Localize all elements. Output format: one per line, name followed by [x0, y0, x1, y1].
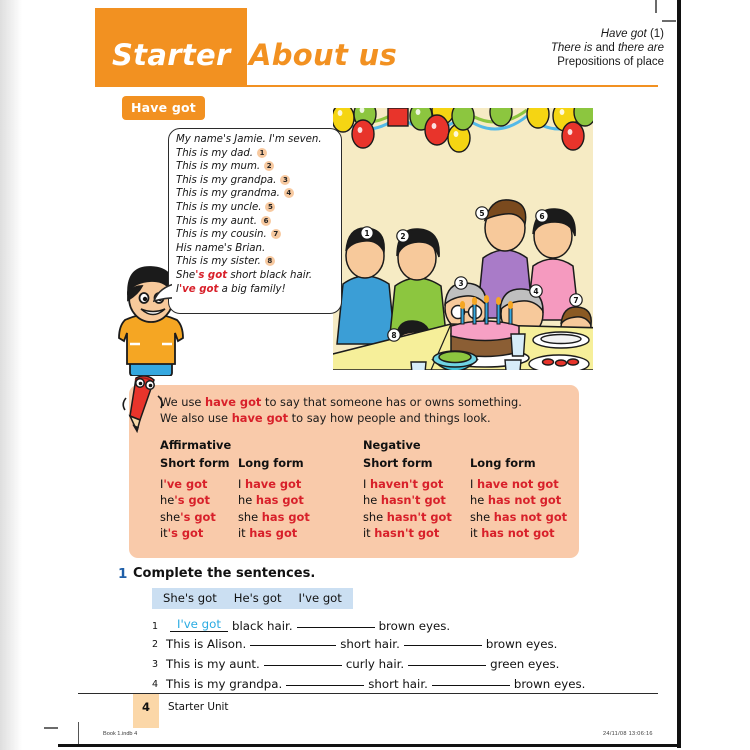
item-text: brown eyes.: [485, 637, 558, 651]
answer-blank[interactable]: [286, 685, 364, 686]
item-number: 1: [152, 621, 159, 632]
answer-blank[interactable]: [408, 665, 486, 666]
form-row: I have not got: [470, 477, 559, 491]
footer-rule: [78, 693, 658, 694]
bubble-line: This is my cousin. 7: [176, 228, 340, 242]
section-tab-have-got: Have got: [122, 96, 205, 120]
lesson-aim-3: Prepositions of place: [557, 56, 664, 69]
form-row: it's got: [160, 526, 204, 541]
item-number: 2: [152, 639, 159, 650]
word-bank: [152, 588, 353, 609]
negative-long-forms: [470, 476, 567, 542]
callout-number: 8: [265, 256, 275, 266]
form-row: I haven't got: [363, 477, 444, 491]
affirmative-heading: Affirmative: [160, 438, 232, 452]
callout-number: 6: [261, 216, 271, 226]
grammar-intro-line-1: We use have got to say that someone has or owns something.: [160, 395, 522, 409]
page-left-shadow: [0, 0, 22, 750]
page-edge-bottom: [58, 744, 680, 747]
callout-number: 3: [280, 175, 290, 185]
lesson-aim-1: Have got (1): [600, 28, 664, 40]
bubble-line: This is my grandma. 4: [176, 187, 340, 201]
answer-blank[interactable]: [250, 645, 336, 646]
item-lead: This is my aunt.: [166, 657, 260, 671]
page-edge-right: [677, 0, 681, 748]
form-row: she hasn't got: [363, 509, 452, 524]
speech-bubble-text: [176, 133, 340, 296]
bubble-line: This is my dad. 1: [176, 147, 340, 161]
bubble-line: This is my grandpa. 3: [176, 174, 340, 188]
form-row: he has not got: [470, 493, 562, 508]
crop-mark-bottom-left: [44, 727, 58, 729]
family-party-illustration: [333, 108, 593, 370]
svg-text:7: 7: [573, 296, 579, 305]
svg-text:3: 3: [458, 279, 464, 288]
item-lead: This is my grandpa.: [166, 677, 283, 691]
page-title: About us: [249, 38, 398, 72]
form-row: she has got: [238, 509, 310, 524]
svg-text:4: 4: [533, 287, 539, 296]
negative-short-form-heading: Short form: [363, 456, 433, 470]
bubble-line: This is my uncle. 5: [176, 201, 340, 215]
form-row: he has got: [238, 493, 304, 508]
print-timestamp: 24/11/08 13:06:16: [603, 731, 653, 737]
exercise-item-2: [152, 637, 557, 651]
negative-long-form-heading: Long form: [470, 456, 536, 470]
form-row: he hasn't got: [363, 493, 446, 508]
form-row: it has not got: [470, 526, 555, 541]
item-number: 4: [152, 679, 159, 690]
grammar-intro-line-2: We also use have got to say how people and things look.: [160, 410, 491, 425]
exercise-number: 1: [118, 566, 128, 582]
svg-text:1: 1: [364, 229, 370, 238]
form-row: it has got: [238, 526, 298, 541]
bubble-line: My name's Jamie. I'm seven.: [176, 134, 322, 145]
grammar-box-explanation: [160, 395, 570, 426]
exercise-item-3: [152, 657, 559, 671]
page-gutter-line: [78, 722, 79, 744]
item-text: short hair.: [368, 677, 428, 691]
page-number: 4: [141, 700, 150, 714]
unit-label: Starter: [112, 38, 231, 72]
affirmative-long-forms: [238, 476, 310, 542]
callout-number: 1: [257, 148, 267, 158]
affirmative-short-forms: [160, 476, 216, 542]
item-text: curly hair.: [345, 657, 405, 671]
callout-number: 5: [265, 202, 275, 212]
word-bank-option-3[interactable]: I've got: [298, 591, 342, 605]
item-text: short hair.: [340, 637, 400, 651]
bubble-line: This is my mum. 2: [176, 160, 340, 174]
header-rule: [95, 85, 658, 87]
footer-unit-name: Starter Unit: [168, 701, 229, 713]
svg-text:5: 5: [479, 209, 485, 218]
callout-number: 4: [284, 188, 294, 198]
item-text: black hair.: [232, 619, 293, 633]
filled-answer[interactable]: I've got: [176, 617, 222, 631]
form-row: it hasn't got: [363, 526, 440, 541]
lesson-aim-2: There is and there are: [550, 42, 664, 55]
item-lead: This is Alison.: [166, 637, 247, 651]
item-text: green eyes.: [490, 657, 560, 671]
item-number: 3: [152, 659, 159, 670]
form-row: I've got: [160, 477, 208, 491]
lesson-aims: [404, 27, 664, 70]
affirmative-long-form-heading: Long form: [238, 456, 304, 470]
form-row: he's got: [160, 493, 210, 508]
bubble-line: She's got short black hair.: [176, 269, 313, 281]
svg-text:6: 6: [539, 212, 545, 221]
affirmative-short-form-heading: Short form: [160, 456, 230, 470]
crop-mark-top-right-vertical: [655, 0, 657, 13]
negative-heading: Negative: [363, 438, 421, 452]
exercise-instruction: Complete the sentences.: [133, 566, 316, 581]
form-row: I have got: [238, 477, 302, 491]
exercise-item-4: [152, 677, 585, 691]
print-file-label: Book 1.indb 4: [103, 731, 138, 737]
crop-mark-top-right-horizontal: [662, 20, 676, 22]
form-row: she's got: [160, 509, 216, 524]
svg-text:2: 2: [400, 232, 406, 241]
bubble-line: This is my sister. 8: [176, 255, 340, 269]
bubble-line: I've got a big family!: [176, 283, 286, 295]
item-text: brown eyes.: [513, 677, 586, 691]
answer-blank[interactable]: [404, 645, 482, 646]
callout-number: 2: [264, 161, 274, 171]
answer-blank[interactable]: [432, 685, 510, 686]
svg-text:8: 8: [391, 331, 397, 340]
exercise-item-1: [152, 617, 450, 633]
pencil-mascot-icon: [118, 372, 174, 434]
bubble-line: This is my aunt. 6: [176, 215, 340, 229]
form-row: she has not got: [470, 509, 568, 524]
item-text: brown eyes.: [378, 619, 451, 633]
word-bank-option-2[interactable]: He's got: [233, 591, 282, 605]
negative-short-forms: [363, 476, 452, 542]
callout-number: 7: [271, 229, 281, 239]
answer-blank[interactable]: [264, 665, 342, 666]
word-bank-option-1[interactable]: She's got: [163, 591, 217, 605]
bubble-line: His name's Brian.: [176, 242, 266, 254]
answer-blank[interactable]: [297, 627, 375, 628]
